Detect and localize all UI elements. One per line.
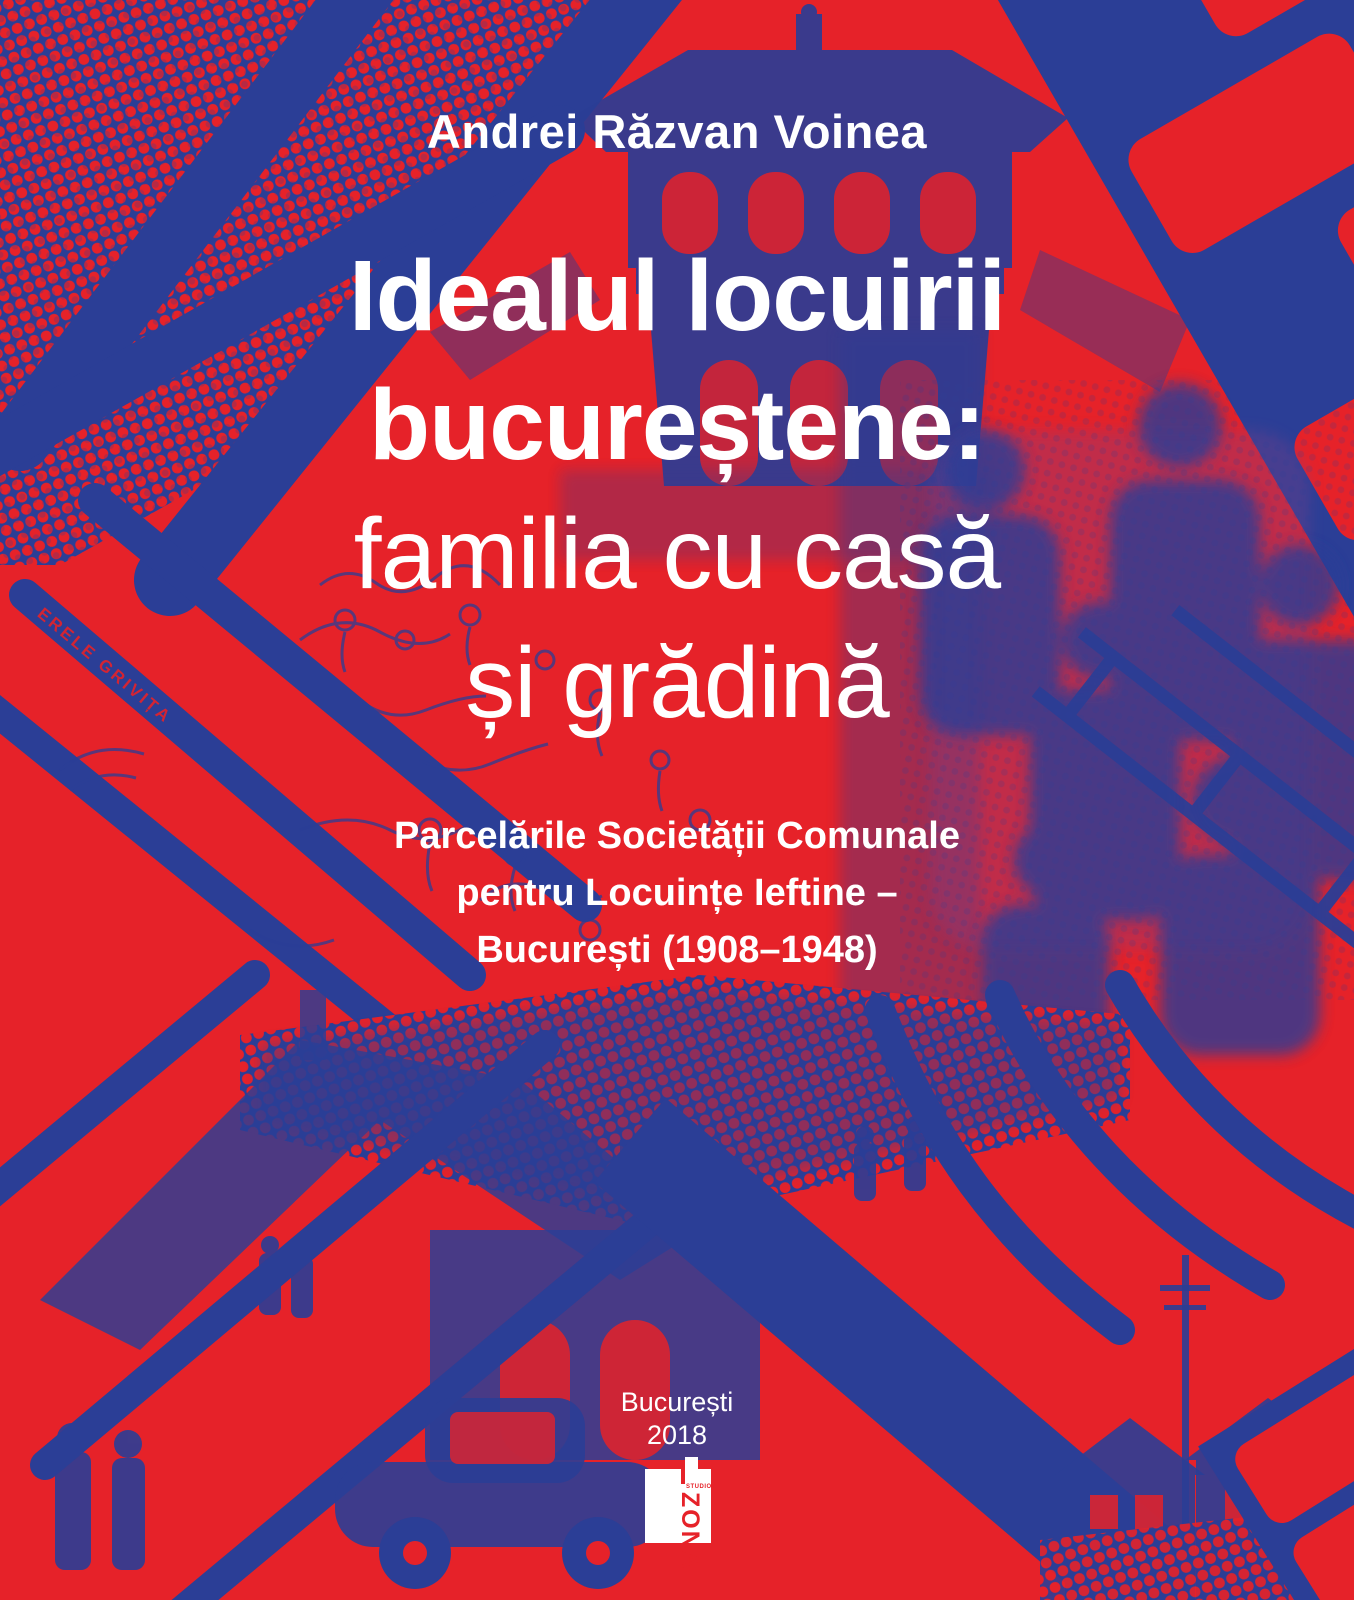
publisher-logo — [645, 1469, 712, 1571]
author-name: Andrei Răzvan Voinea — [426, 105, 928, 158]
subtitle-line-3: București (1908–1948) — [476, 929, 878, 971]
title-line-1: Idealul locuirii — [348, 240, 1006, 352]
publisher-logo-studio-label: STUDIO — [686, 1484, 712, 1490]
publisher-logo-slit — [681, 1469, 685, 1484]
title-line-3: familia cu casă — [353, 498, 1001, 610]
imprint — [0, 1386, 1354, 1452]
subtitle-line-2: pentru Locuințe Ieftine – — [456, 872, 898, 914]
title-line-4: și grădină — [465, 627, 889, 739]
book-title — [0, 232, 1354, 748]
subtitle-line-1: Parcelările Societății Comunale — [393, 815, 960, 857]
book-subtitle — [0, 808, 1354, 979]
title-line-2: bucureștene: — [369, 369, 985, 481]
imprint-city: București — [620, 1387, 734, 1417]
publisher-logo-tab — [685, 1457, 698, 1469]
imprint-year: 2018 — [646, 1420, 708, 1450]
engraving-caption: ERELE GRIVIȚA — [33, 604, 176, 728]
publisher-logo-name: ZONA — [676, 1492, 704, 1571]
